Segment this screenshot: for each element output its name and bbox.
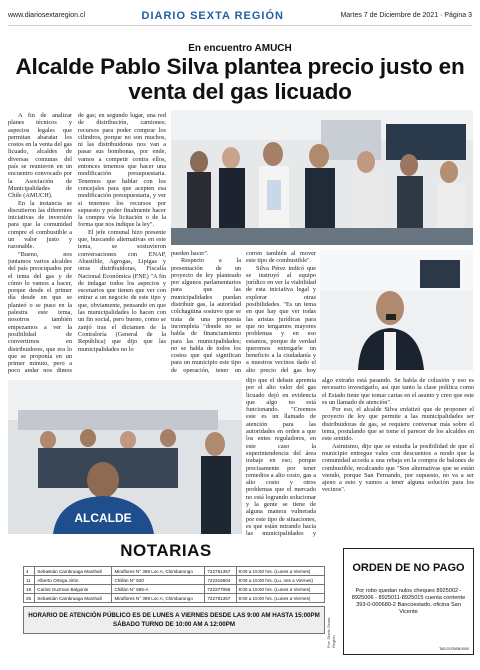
table-cell: 9:00 a 15:00 hrs. (Lunes a Viernes) <box>236 594 325 603</box>
table-cell: 9:00 a 15:00 hrs. (Lunes a Viernes) <box>236 567 325 576</box>
event-photo <box>8 380 242 534</box>
table-cell: 9:00 a 15:00 hrs. (Lunes a Viernes) <box>236 585 325 594</box>
article-column-5 <box>246 377 316 537</box>
table-cell: Carlos Guzman Balgonis <box>35 585 112 594</box>
meeting-photo <box>171 110 473 245</box>
paragraph: dijo que el debate apremia por el alto valor del gas licuado dejó en evidencia que algo no está funcionando. "Creemos este es un llamado de atención para las autoridades en orden a que los entes reguladores, en este caso la superintendencia del área trabaje en eso; porque precisamente por tener remedios a alto costo, gas a alto costo y otros problemas que el mercado no está logrando solucionar y la gente se tiene de alguna manera vulnerada por este tipo de situaciones, es que están mirando hacia las municipalidades y <box>246 377 316 537</box>
portrait-photo <box>320 250 473 370</box>
table-cell: Miraflores N° 399 Loc A, Chimbarongo <box>112 594 205 603</box>
table-cell: 722781357 <box>205 567 236 576</box>
table-row <box>24 576 325 585</box>
paragraph: corren también al mover este tipo de combustible". <box>246 250 316 265</box>
article-kicker: En encuentro AMUCH <box>188 43 292 54</box>
article-column-1 <box>8 112 72 374</box>
date-page: Martes 7 de Diciembre de 2021 · Página 3 <box>340 12 472 19</box>
page-header <box>8 6 472 26</box>
table-cell: Sebastián Cambruaga Marshall <box>35 567 112 576</box>
paragraph: Por eso, el alcalde Silva enfatizó que de proponer el proyecto de ley que permite a las municipalidades ser distribuidoras de gas, se requiere conversar más sobre el tema, postulando que se tome el parecer de los alcaldes en este sentido. <box>322 406 474 443</box>
table-cell: 9:00 a 15:00 hrs. (Lu. nes a Viernes) <box>236 576 325 585</box>
article-headline: Alcalde Pablo Silva plantea precio justo en venta del gas licuado <box>15 54 465 104</box>
article-column-6 <box>322 377 474 537</box>
table-cell: Miraflores N° 399 Loc A, Chimbarongo <box>112 567 205 576</box>
website-url[interactable]: www.diariosextaregion.cl <box>8 12 86 19</box>
orden-no-pago-box <box>343 548 474 655</box>
table-cell: Sebastián Cambruaga Marshall <box>35 594 112 603</box>
paragraph: Respecto a la presentación de un proyecto de ley planteado por algunos parlamentarios para que las municipalidades puedan distribuir gas, la autoridad colchagüina sostuvo que se trata de una propuesta incompleta "donde no se habla de financiamiento para las municipalidades; no se habla de todos los costos que qué significan para un municipio este tipo de operación, tener un <box>171 257 241 374</box>
table-row <box>24 594 325 603</box>
table-cell: Alberto Ortega Jirón <box>35 576 112 585</box>
paragraph: Asimismo, dijo que se estudia la posibilidad de que el municipio entregue vales con descuentos a modo que la comunidad acceda a una rebaja en la compra de balones de combustible, recalcando que "Son alternativas que se están viendo, porque San Fernando, por supuesto, no va a ser ajeno a esto y vamos a tener alguna solución para los vecinos". <box>322 442 474 494</box>
paragraph: algo extraño está pasando. Se habla de colusión y eso es necesario investigarlo, así que tanto la clase política como el Estado tiene que tomar cartas en el asunto y creo que este es un llamado de atención". <box>322 377 474 406</box>
newspaper-brand: DIARIO SEXTA REGIÓN <box>141 9 284 22</box>
table-cell: 722316604 <box>205 576 236 585</box>
paragraph: pueden hacer". <box>171 250 209 257</box>
table-cell: 722781357 <box>205 594 236 603</box>
table-cell: 11 <box>24 576 35 585</box>
table-row <box>24 585 325 594</box>
article-column-3 <box>171 250 241 374</box>
side-note: Por: Diario Sexta Región <box>326 617 336 648</box>
orden-body: Por robo quedan nulos cheques 8925002 - 8925006 - 8925011-8925015 cuenta corriente 393-0-000680-2 Bancoestado, oficina San Vicente <box>351 588 466 615</box>
notarias-hours <box>23 606 325 634</box>
table-cell: 25 <box>24 594 35 603</box>
table-cell: 4 <box>24 567 35 576</box>
notarias-table <box>23 566 325 603</box>
table-row <box>24 567 325 576</box>
table-cell: Chillán N° 595-A <box>112 585 205 594</box>
hours-line: HORARIO DE ATENCIÓN PÚBLICO ES DE LUNES A VIERNES DESDE LAS 9:00 AM HASTA 15:00PM <box>28 612 320 619</box>
paragraph: "Bueno, nos juntamos varios alcaldes del país preocupados por el tema del gas y de cómo lo vamos a hacer, porque desde el primer día desde en que se planteó o se puso en la palestra este tema, nosotros también empezamos a ver la posibilidad de convertirnos en distribuidores, que era lo que se proponía en un primer minuto, pero a poco andar nos dimos <box>8 250 72 374</box>
table-cell: Chillán N° 620 <box>112 576 205 585</box>
hours-line: SÁBADO TURNO DE 10:00 AM A 12:00PM <box>112 621 236 628</box>
table-cell: 18 <box>24 585 35 594</box>
orden-code: TAS:07/03/08:0000 <box>439 647 469 651</box>
paragraph: Silva Pérez indicó que se instruyó al equipo jurídico en ver la viabilidad de esta iniciativa legal y explorar otras posibilidades. "Es un tema en que hay que ver todas las aristas jurídicas para que no tengamos mayores problemas y en eso estamos, porque de verdad queremos entregarle un beneficio a la ciudadanía y a nuestros vecinos dado el alto precio del gas hoy <box>246 264 316 374</box>
jersey-text: ALCALDE <box>74 511 132 525</box>
notarias-title: NOTARIAS <box>120 541 212 560</box>
orden-title: ORDEN DE NO PAGO <box>352 562 465 574</box>
table-cell: 722377066 <box>205 585 236 594</box>
article-column-2 <box>78 112 166 374</box>
paragraph: de gas; en segundo lugar, una red de distribución, camiones; recursos para poder comprar los cilindros, porque no son muchos, ni las distribuidoras nos van a pasar sus bombonas, por ende, vamos a competir contra ellos, entonces tenemos que hacer una modificación presupuestaria. Tenemos que hablar con los concejales para que acepten esa modificación presupuestaria, y ver si tenemos los recursos por supuesto y poder finalmente hacer la compra vía licitación o de la forma que nos indique la ley". <box>78 112 166 229</box>
article-column-4 <box>246 250 316 374</box>
paragraph: A fin de analizar planes técnicos y aspectos legales que permitan abaratar los costos en la venta del gas licuado, alcaldes de diversas comunas del país se reunieron en un encuentro convocado por la Asociación de Municipalidades de Chile (AMUCH). <box>8 112 72 200</box>
paragraph: En la instancia se discutieron las diferentes iniciativas de inversión para que la comunidad compre el combustible a un valor justo y razonable. <box>8 199 72 251</box>
paragraph: El jefe comunal hizo presente que, buscando alternativas en este tema, se sostuvieron conversaciones con ENAP, Abastible, Agrogas, Lipigas y otras distribuidoras, Fiscalía Nacional Económica (FNE) "A fin de indagar todos los aspectos y escenarios que tienen que ver con entrar a un negocio de este tipo y que, obviamente, pensando en que las municipalidades lo hacen con un fin social, pero bueno, como se zanjó tras el dictamen de la Contraloría (General de la República) que dijo que las municipalidades no lo <box>78 228 166 353</box>
